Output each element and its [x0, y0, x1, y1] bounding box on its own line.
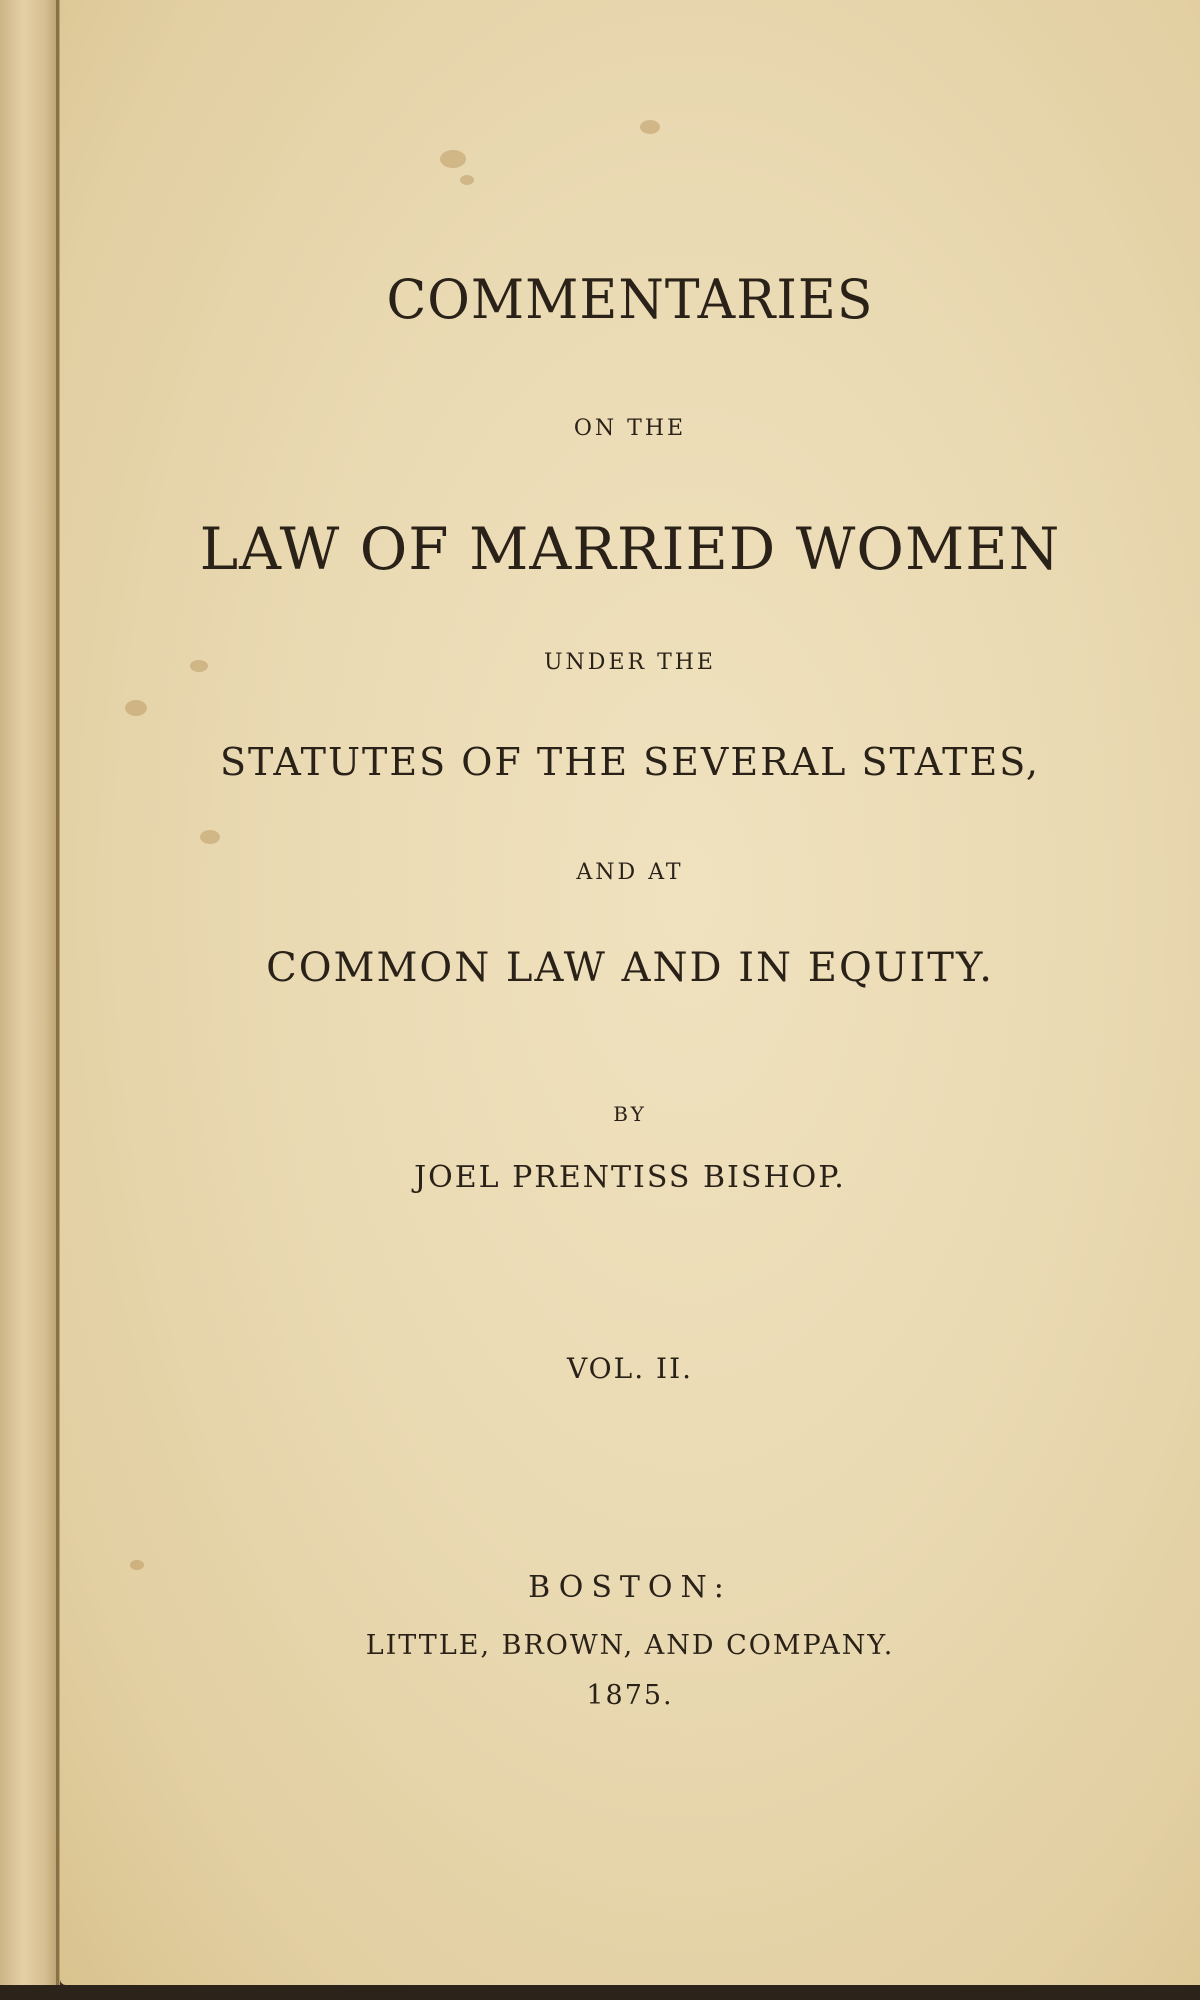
- foxing-spot: [130, 1560, 144, 1570]
- connector-on-the: ON THE: [573, 416, 687, 441]
- foxing-spot: [640, 120, 660, 134]
- author-name: JOEL PRENTISS BISHOP.: [414, 1160, 846, 1195]
- title-subject: LAW OF MARRIED WOMEN: [199, 515, 1061, 583]
- publisher-name: LITTLE, BROWN, AND COMPANY.: [365, 1630, 895, 1661]
- foxing-spot: [460, 175, 474, 185]
- title-scope-2: COMMON LAW AND IN EQUITY.: [266, 945, 994, 991]
- bottom-shadow: [0, 1985, 1200, 2000]
- publication-year: 1875.: [586, 1680, 674, 1711]
- foxing-spot: [200, 830, 220, 844]
- title-scope: STATUTES OF THE SEVERAL STATES,: [220, 740, 1040, 784]
- page-edge-line: [56, 0, 59, 2000]
- foxing-spot: [440, 150, 466, 168]
- foxing-spot: [125, 700, 147, 716]
- page-edge: [0, 0, 60, 2000]
- volume-number: VOL. II.: [566, 1352, 694, 1385]
- connector-under-the: UNDER THE: [544, 650, 716, 675]
- connector-and-at: AND AT: [576, 860, 684, 885]
- by-line: BY: [613, 1102, 647, 1126]
- publication-place: BOSTON:: [528, 1570, 732, 1605]
- title-commentaries: COMMENTARIES: [386, 268, 874, 332]
